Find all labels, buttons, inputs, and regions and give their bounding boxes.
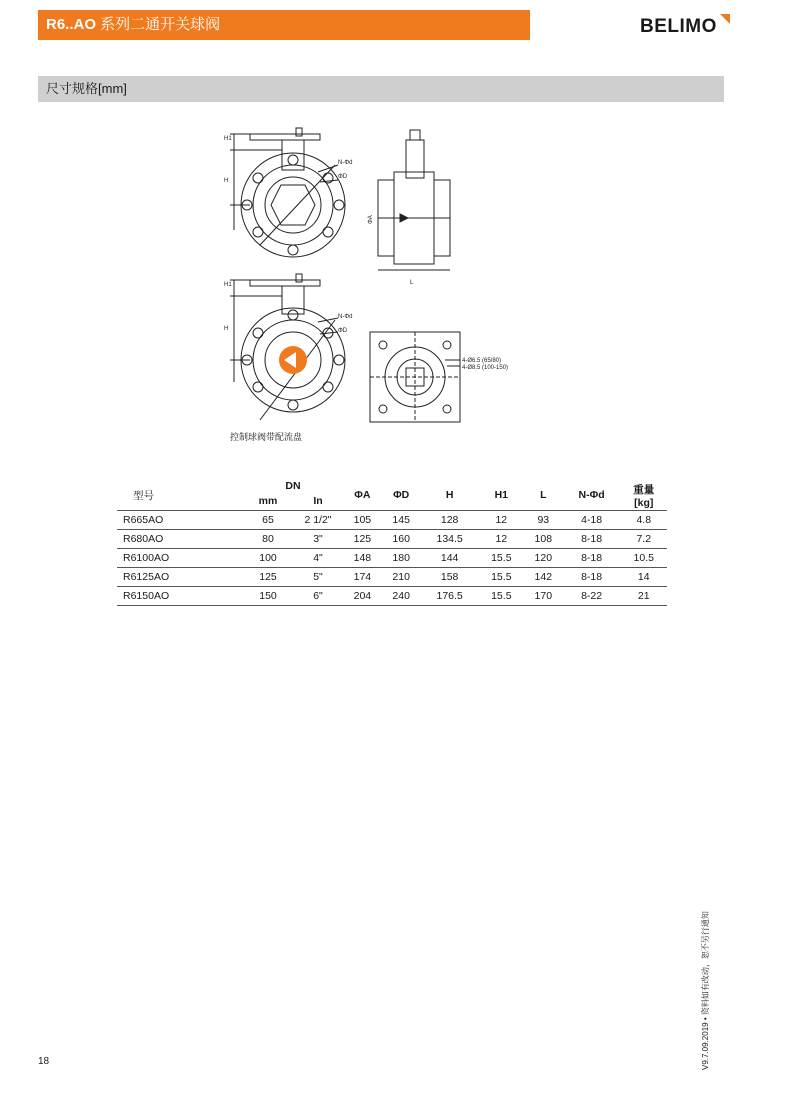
cell-in: 4" (293, 549, 343, 568)
cell-h1: 12 (479, 530, 524, 549)
th-dn: DN (285, 480, 301, 492)
cell-model: R665AO (117, 511, 243, 530)
header-title-text: 系列二通开关球阀 (96, 16, 221, 33)
cell-mm: 80 (243, 530, 293, 549)
cell-phid: 240 (382, 587, 421, 606)
th-mm: mm (258, 495, 278, 507)
cell-model: R6150AO (117, 587, 243, 606)
cell-h1: 12 (479, 511, 524, 530)
cell-phid: 210 (382, 568, 421, 587)
th-weight (621, 480, 668, 511)
cell-weight: 4.8 (621, 511, 668, 530)
cell-l: 120 (524, 549, 563, 568)
label-l: L (410, 280, 414, 286)
table-row (117, 568, 667, 587)
label-phid-2: ΦD (338, 328, 348, 334)
th-weight-line1: 重量 (633, 483, 655, 496)
cell-mm: 125 (243, 568, 293, 587)
cell-h: 128 (421, 511, 479, 530)
label-h1-2: H1 (224, 282, 232, 288)
cell-h: 176.5 (421, 587, 479, 606)
cell-phia: 105 (343, 511, 382, 530)
belimo-logo (640, 14, 732, 42)
header-title-bar (38, 10, 530, 40)
cell-l: 142 (524, 568, 563, 587)
th-l: L (540, 489, 547, 501)
cell-in: 6" (293, 587, 343, 606)
logo-arrow-icon (640, 14, 732, 42)
cell-nphid: 8-22 (563, 587, 621, 606)
cell-h1: 15.5 (479, 587, 524, 606)
cell-phia: 125 (343, 530, 382, 549)
cell-phid: 180 (382, 549, 421, 568)
cell-phid: 145 (382, 511, 421, 530)
th-phia: ΦA (354, 489, 371, 501)
valve-dimension-drawing (220, 120, 540, 450)
label-h1: H1 (224, 136, 232, 142)
cell-weight: 7.2 (621, 530, 668, 549)
cell-mm: 65 (243, 511, 293, 530)
cell-model: R6100AO (117, 549, 243, 568)
cell-l: 108 (524, 530, 563, 549)
label-h: H (224, 178, 229, 184)
cell-h1: 15.5 (479, 568, 524, 587)
cell-nphid: 8-18 (563, 549, 621, 568)
cell-mm: 100 (243, 549, 293, 568)
th-in: In (313, 495, 323, 507)
section-title: 尺寸规格[mm] (38, 76, 724, 102)
header-title-code: R6..AO (46, 16, 97, 33)
cell-l: 93 (524, 511, 563, 530)
th-nphid: N-Φd (578, 489, 605, 501)
label-bolt-2: 4-Ø8.5 (100-150) (462, 365, 509, 371)
cell-h: 144 (421, 549, 479, 568)
th-weight-line2: [kg] (634, 496, 654, 509)
cell-phia: 174 (343, 568, 382, 587)
label-phid: ΦD (338, 174, 348, 180)
cell-nphid: 8-18 (563, 530, 621, 549)
page-number: 18 (38, 1056, 50, 1067)
th-phid: ΦD (393, 489, 410, 501)
cell-weight: 21 (621, 587, 668, 606)
table-row (117, 587, 667, 606)
cell-phid: 160 (382, 530, 421, 549)
cell-phia: 204 (343, 587, 382, 606)
label-nphid-2: N-Φd (338, 314, 353, 320)
cell-h: 158 (421, 568, 479, 587)
cell-weight: 10.5 (621, 549, 668, 568)
cell-nphid: 4-18 (563, 511, 621, 530)
table-row (117, 530, 667, 549)
cell-in: 5" (293, 568, 343, 587)
label-h-2: H (224, 326, 229, 332)
label-phia: ΦA (368, 215, 374, 224)
cell-weight: 14 (621, 568, 668, 587)
cell-in: 3" (293, 530, 343, 549)
cell-mm: 150 (243, 587, 293, 606)
th-h1: H1 (494, 489, 509, 501)
handle-shape (250, 134, 320, 140)
cell-in: 2 1/2" (293, 511, 343, 530)
cell-model: R680AO (117, 530, 243, 549)
cell-l: 170 (524, 587, 563, 606)
cell-h1: 15.5 (479, 549, 524, 568)
drawing-caption: 控制球阀带配流盘 (230, 432, 303, 442)
table-row (117, 511, 667, 530)
cell-nphid: 8-18 (563, 568, 621, 587)
th-h: H (445, 489, 454, 501)
table-row (117, 549, 667, 568)
label-bolt-1: 4-Ø6.5 (65/80) (462, 358, 502, 364)
cell-model: R6125AO (117, 568, 243, 587)
table-header-row-1 (117, 480, 667, 492)
label-nphid: N-Φd (338, 160, 353, 166)
dimension-table (117, 480, 667, 606)
th-model: 型号 (133, 489, 154, 502)
cell-h: 134.5 (421, 530, 479, 549)
revision-note: V9.7.09.2019 • 资料如有改动，恕不另行通知 (701, 911, 710, 1070)
logo-text: BELIMO (640, 16, 717, 37)
cell-phia: 148 (343, 549, 382, 568)
